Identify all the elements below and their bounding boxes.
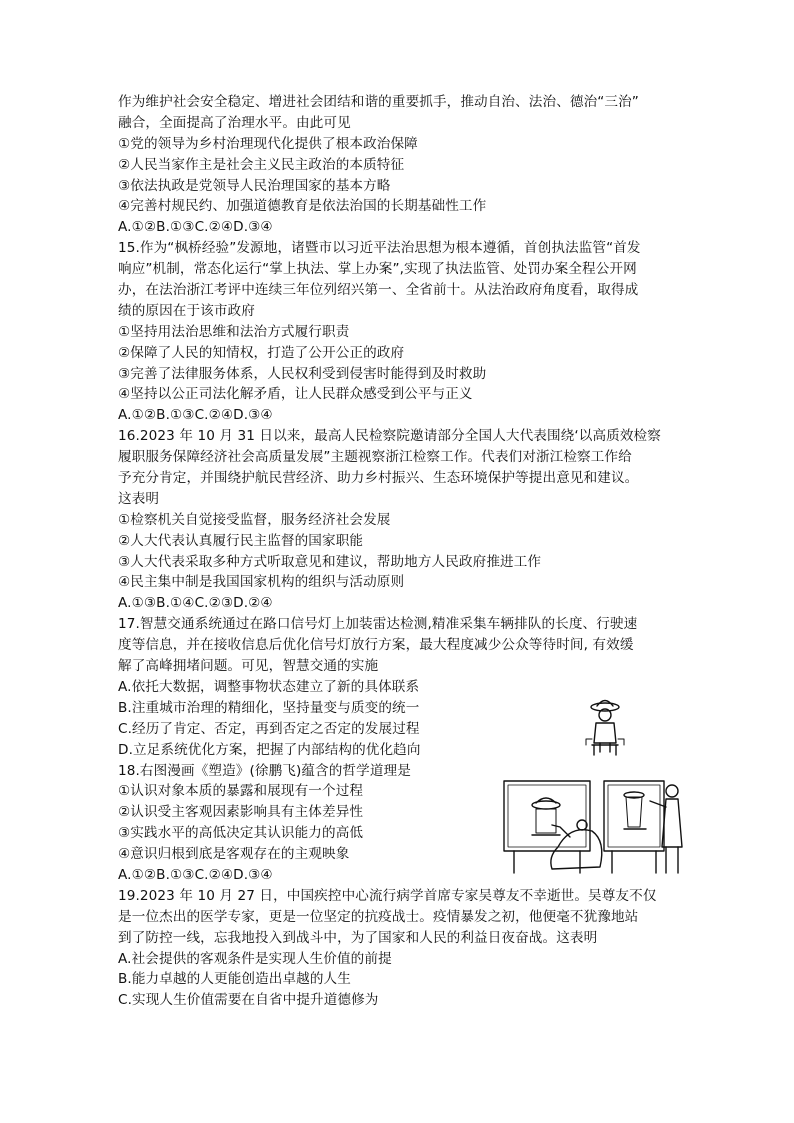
question-19 — [118, 886, 688, 1011]
stem-line: 度等信息，并在接收信息后优化信号灯放行方案，最大程度减少公众等待时间, 有效缓 — [118, 637, 634, 654]
option-b: B.能力卓越的人更能创造出卓越的人生 — [118, 971, 351, 988]
answer-choices: A.①②B.①③C.②④D.③④ — [118, 866, 273, 883]
stem-line: 18.右图漫画《塑造》(徐鹏飞)蕴含的哲学道理是 — [118, 762, 411, 779]
stem-line: 予充分肯定，并围绕护航民营经济、助力乡村振兴、生态环境保护等提出意见和建议。 — [118, 470, 639, 487]
seated-figure-top — [586, 701, 624, 756]
option-d: D.立足系统优化方案，把握了内部结构的优化趋向 — [118, 741, 421, 758]
stem-line: 作为维护社会安全稳定、增进社会团结和谐的重要抓手，推动自治、法治、德治“三治” — [118, 94, 639, 110]
stem-line: 是一位杰出的医学专家，更是一位坚定的抗疫战士。疫情暴发之初，他便毫不犹豫地站 — [118, 908, 639, 925]
option-4: ④意识归根到底是客观存在的主观映象 — [118, 846, 350, 863]
question-16 — [118, 426, 688, 614]
sculptor-figure — [551, 820, 602, 869]
stem-line: 融合，全面提高了治理水平。由此可见 — [118, 114, 351, 131]
question-15 — [118, 238, 688, 426]
option-3: ③完善了法律服务体系，人民权利受到侵害时能得到及时救助 — [118, 365, 487, 382]
standing-figure — [650, 785, 682, 873]
option-3: ③人大代表采取多种方式听取意见和建议，帮助地方人民政府推进工作 — [118, 553, 542, 570]
option-1: ①认识对象本质的暴露和展现有一个过程 — [118, 783, 364, 800]
stem-line: 17.智慧交通系统通过在路口信号灯上加装雷达检测,精准采集车辆排队的长度、行驶速 — [118, 616, 638, 633]
stem-line: 16.2023 年 10 月 31 日以来，最高人民检察院邀请部分全国人大代表围绕‘以高质效检察 — [118, 428, 661, 445]
stem-line: 这表明 — [118, 490, 160, 507]
stem-line: 19.2023 年 10 月 27 日，中国疾控中心流行病学首席专家吴尊友不幸逝世。吴尊友不仅 — [118, 887, 657, 904]
option-a: A.依托大数据，调整事物状态建立了新的具体联系 — [118, 678, 420, 695]
option-a: A.社会提供的客观条件是实现人生价值的前提 — [118, 950, 392, 967]
stem-line: 15.作为“枫桥经验”发源地，诸暨市以习近平法治思想为根本遵循，首创执法监管“首发 — [118, 240, 641, 257]
option-4: ④民主集中制是我国国家机构的组织与活动原则 — [118, 574, 405, 591]
option-1: ①检察机关自觉接受监督，服务经济社会发展 — [118, 511, 391, 528]
cartoon-illustration — [500, 697, 690, 879]
answer-choices: A.①③B.①④C.②③D.②④ — [118, 595, 273, 612]
option-c: C.经历了肯定、否定，再到否定之否定的发展过程 — [118, 720, 420, 737]
stem-line: 响应”机制，常态化运行“掌上执法、掌上办案”,实现了执法监管、处罚办案全程公开网 — [118, 261, 637, 278]
option-2: ②保障了人民的知情权，打造了公开公正的政府 — [118, 344, 405, 361]
stem-line: 绩的原因在于该市政府 — [118, 302, 255, 319]
right-frame — [604, 781, 664, 873]
question-14-continued — [118, 92, 688, 238]
answer-choices: A.①②B.①③C.②④D.③④ — [118, 219, 273, 236]
option-2: ②认识受主客观因素影响具有主体差异性 — [118, 804, 364, 821]
option-1: ①党的领导为乡村治理现代化提供了根本政治保障 — [118, 135, 418, 152]
stem-line: 办，在法治浙江考评中连续三年位列绍兴第一、全省前十。从法治政府角度看，取得成 — [118, 282, 639, 299]
option-b: B.注重城市治理的精细化，坚持量变与质变的统一 — [118, 699, 420, 716]
option-3: ③实践水平的高低决定其认识能力的高低 — [118, 825, 364, 842]
option-1: ①坚持用法治思维和法治方式履行职责 — [118, 323, 350, 340]
option-4: ④坚持以公正司法化解矛盾，让人民群众感受到公平与正义 — [118, 386, 473, 403]
option-3: ③依法执政是党领导人民治理国家的基本方略 — [118, 177, 391, 194]
answer-choices: A.①②B.①③C.②④D.③④ — [118, 407, 273, 424]
stem-line: 履职服务保障经济社会高质量发展”主题视察浙江检察工作。代表们对浙江检察工作给 — [118, 449, 632, 466]
option-2: ②人民当家作主是社会主义民主政治的本质特征 — [118, 156, 405, 173]
stem-line: 到了防控一线，忘我地投入到战斗中，为了国家和人民的利益日夜奋战。这表明 — [118, 929, 598, 946]
option-c: C.实现人生价值需要在自省中提升道德修为 — [118, 992, 379, 1009]
stem-line: 解了高峰拥堵问题。可见，智慧交通的实施 — [118, 658, 379, 675]
option-2: ②人大代表认真履行民主监督的国家职能 — [118, 532, 364, 549]
option-4: ④完善村规民约、加强道德教育是依法治国的长期基础性工作 — [118, 198, 487, 215]
